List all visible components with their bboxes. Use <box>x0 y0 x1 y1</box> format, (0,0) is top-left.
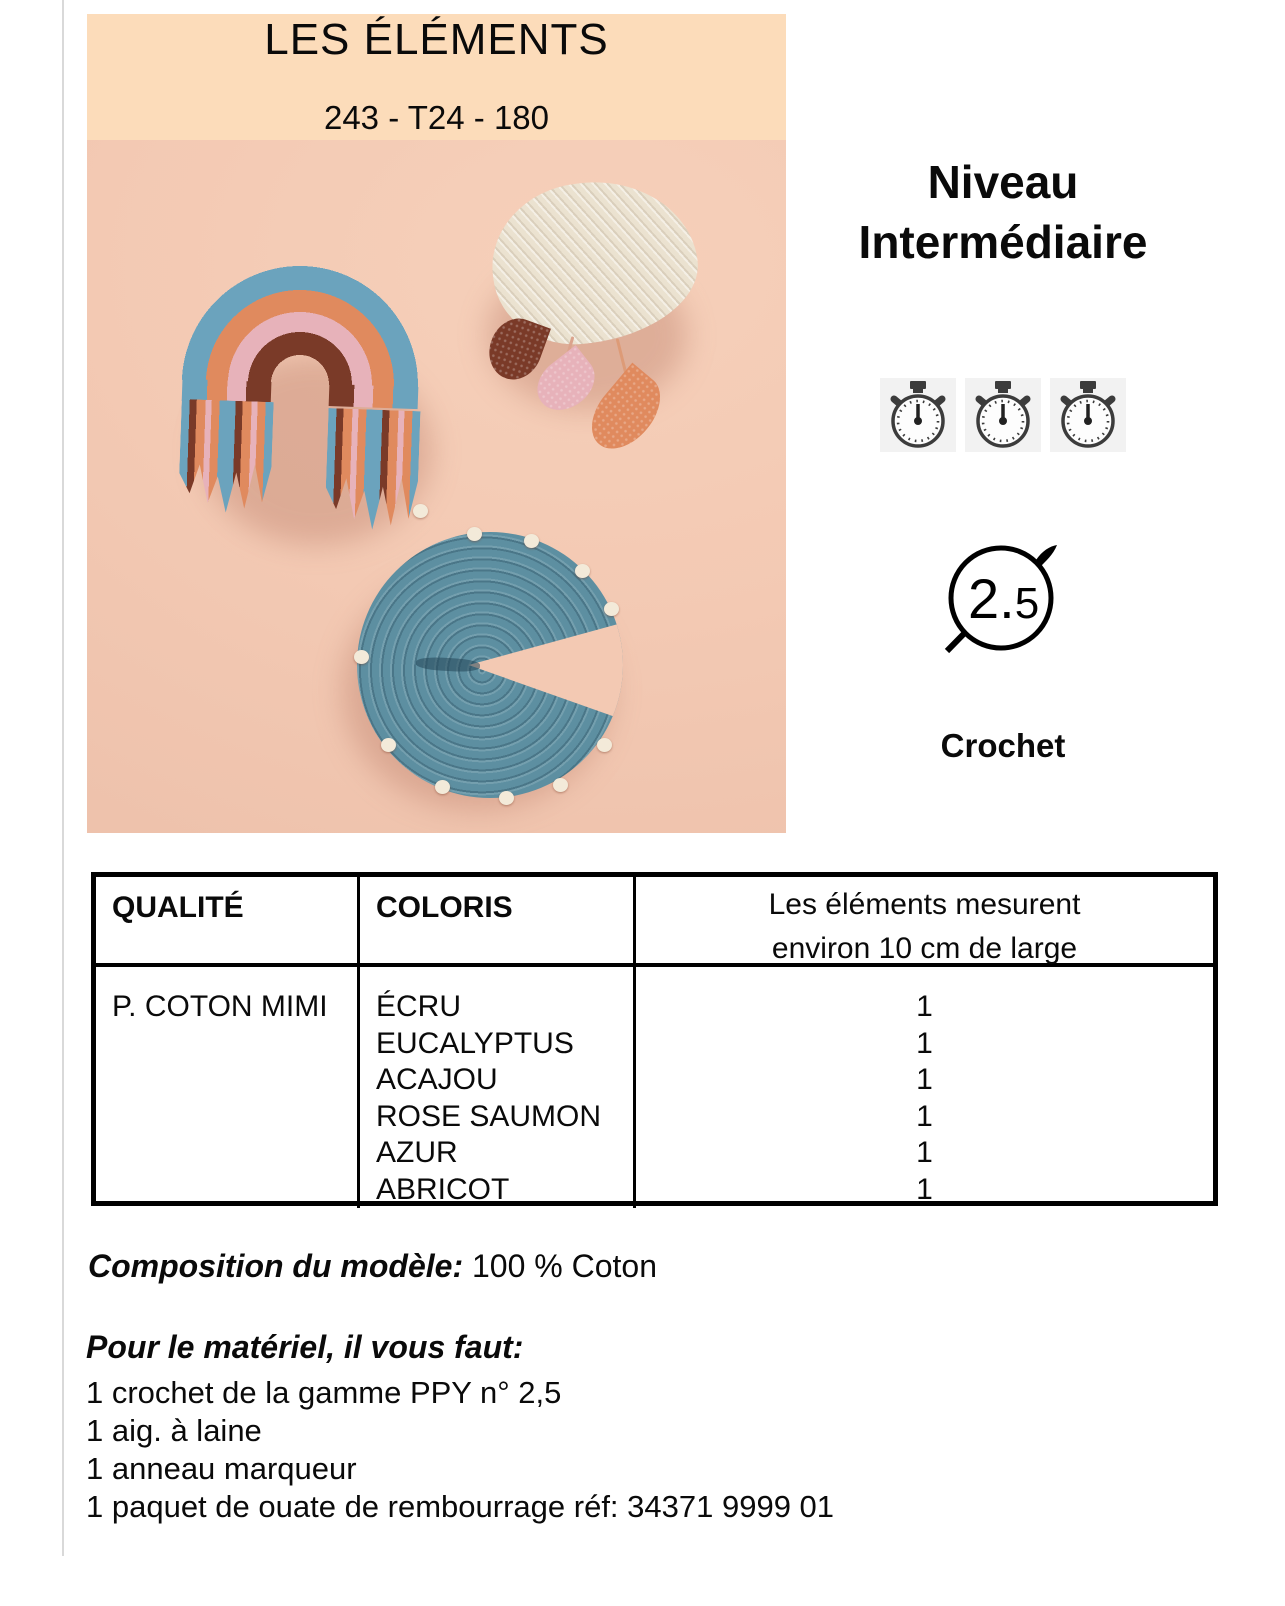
material-item: 1 paquet de ouate de rembourrage réf: 34371 9999 01 <box>86 1489 835 1524</box>
moon-bobble <box>435 780 450 794</box>
moon-bobble <box>597 738 612 752</box>
coloris-cell <box>360 967 636 1208</box>
coloris-value: ROSE SAUMON <box>376 1099 602 1133</box>
materials-section <box>86 1328 834 1526</box>
moon-bobble <box>381 738 396 752</box>
moon-bobble <box>604 602 619 616</box>
moon-bobble <box>524 534 539 548</box>
stopwatch-icon <box>880 378 956 452</box>
moon-bobble <box>553 778 568 792</box>
level-line2: Intermédiaire <box>858 216 1148 268</box>
page-title: LES ÉLÉMENTS <box>264 15 609 64</box>
quality-cell: P. COTON MIMI <box>96 967 360 1208</box>
moon-bobble <box>575 564 590 578</box>
stray-bobble <box>413 504 428 518</box>
material-item: 1 anneau marqueur <box>86 1451 357 1486</box>
rainbow-leg-right <box>329 384 419 409</box>
product-photo <box>87 140 786 833</box>
hook-size-main: 2. <box>968 567 1015 630</box>
stopwatch-icon <box>1050 378 1126 452</box>
quantity-value: 1 <box>916 990 933 1023</box>
col-header-coloris: COLORIS <box>360 877 636 967</box>
rainbow-fringe-left <box>178 399 274 514</box>
coloris-value: EUCALYPTUS <box>376 1026 574 1060</box>
col-header-qualite: QUALITÉ <box>96 877 360 967</box>
moon-bobble <box>467 527 482 541</box>
page-edge-line <box>62 0 64 1556</box>
quantity-value: 1 <box>916 1099 933 1133</box>
coloris-value: ÉCRU <box>376 990 462 1023</box>
coloris-value: ABRICOT <box>376 1172 510 1206</box>
coloris-value: AZUR <box>376 1136 458 1169</box>
difficulty-level <box>786 152 1220 272</box>
rainbow-fringe-right <box>324 408 420 531</box>
hook-size-decimal: 5 <box>1014 579 1040 628</box>
rainbow-arch <box>181 261 422 388</box>
crochet-hook-icon <box>935 534 1071 666</box>
pattern-reference: 243 - T24 - 180 <box>323 99 550 136</box>
quantity-value: 1 <box>916 1026 933 1060</box>
quantity-value: 1 <box>916 1172 933 1206</box>
size-note-line1: Les éléments mesurent <box>768 888 1081 921</box>
info-column <box>786 0 1220 833</box>
materials-heading: Pour le matériel, il vous faut: <box>86 1329 524 1365</box>
time-rating <box>786 378 1220 452</box>
quantity-value: 1 <box>916 1136 933 1169</box>
level-line1: Niveau <box>927 156 1079 208</box>
moon-bobble <box>499 791 514 805</box>
moon-crease <box>415 657 479 674</box>
moon-plush <box>357 532 623 798</box>
pattern-header <box>87 14 786 140</box>
quantity-cell <box>636 967 1213 1208</box>
quantity-value: 1 <box>916 1063 933 1096</box>
technique-label: Crochet <box>940 727 1066 764</box>
rainbow-plush <box>177 261 423 529</box>
moon-bobble <box>354 650 369 664</box>
col-header-size-note <box>636 877 1213 967</box>
composition-label: Composition du modèle: <box>88 1248 464 1284</box>
size-note-line2: environ 10 cm de large <box>771 932 1078 965</box>
stopwatch-icon <box>965 378 1041 452</box>
material-item: 1 aig. à laine <box>86 1413 262 1448</box>
yarn-spec-table <box>91 872 1218 1206</box>
composition-value: 100 % Coton <box>471 1248 657 1284</box>
composition-line <box>88 1248 657 1285</box>
coloris-value: ACAJOU <box>376 1063 498 1096</box>
hook-size-gauge <box>786 534 1220 666</box>
material-item: 1 crochet de la gamme PPY n° 2,5 <box>86 1375 562 1410</box>
